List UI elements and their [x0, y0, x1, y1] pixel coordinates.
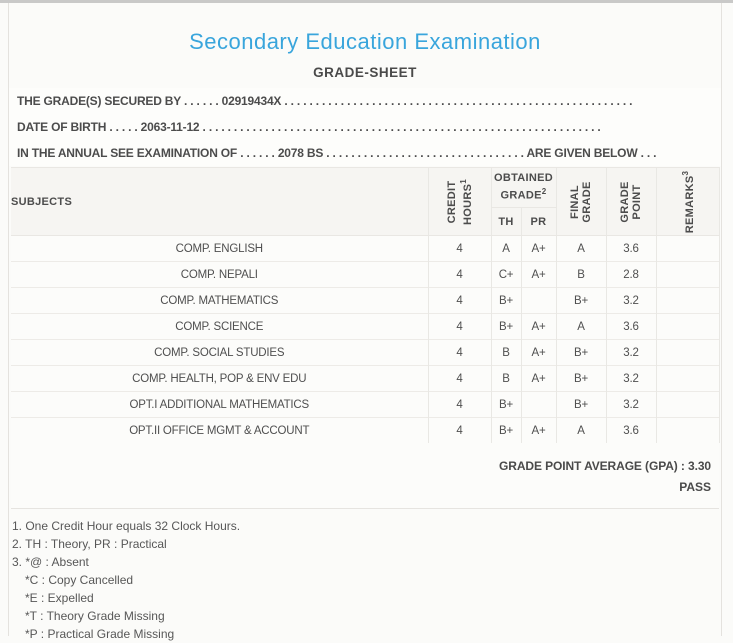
info-label: THE GRADE(S) SECURED BY — [17, 94, 181, 108]
table-row — [11, 340, 719, 366]
column-header-th: TH — [491, 208, 521, 236]
remarks-cell — [656, 392, 719, 418]
remarks-cell — [656, 288, 719, 314]
subject-cell: COMP. ENGLISH — [11, 236, 428, 262]
column-header-grade-point — [606, 168, 656, 236]
rotated-header-text: GRADE POINT — [619, 180, 643, 223]
info-suffix: ARE GIVEN BELOW . . . — [526, 146, 657, 160]
grade-sheet-card — [8, 3, 722, 641]
result-status: PASS — [679, 480, 711, 494]
th-grade-cell: B — [491, 340, 521, 366]
credit-cell: 4 — [428, 288, 491, 314]
th-grade-cell: B+ — [491, 314, 521, 340]
dotted-fill: . . . . . . . . . . . . . . . . . . . . . . . . . . . . . . . . . . . . . . . . . . . . . . . . . . . . . . . . . . . . . . . . — [202, 120, 601, 134]
credit-cell: 4 — [428, 262, 491, 288]
pr-grade-cell: A+ — [521, 340, 556, 366]
table-row — [11, 288, 719, 314]
dotted-fill: . . . . . . — [184, 94, 219, 108]
subject-cell: COMP. HEALTH, POP & ENV EDU — [11, 366, 428, 392]
grade-point-cell: 3.2 — [606, 340, 656, 366]
column-header-remarks — [656, 168, 719, 236]
info-line-grades-secured-by — [9, 88, 721, 114]
rotated-header-text: CREDIT HOURS$^1$ — [445, 178, 474, 225]
info-label: IN THE ANNUAL SEE EXAMINATION OF — [17, 146, 238, 160]
pr-grade-cell: A+ — [521, 236, 556, 262]
dotted-fill: . . . . . . — [240, 146, 275, 160]
final-grade-cell: A — [556, 418, 606, 444]
footnote-copy-cancelled: *C : Copy Cancelled — [25, 573, 134, 587]
column-header-obtained-grade: OBTAINED GRADE$^2$ — [491, 168, 556, 208]
remarks-cell — [656, 236, 719, 262]
table-row — [11, 314, 719, 340]
info-line-date-of-birth — [9, 114, 721, 140]
column-header-final-grade — [556, 168, 606, 236]
final-grade-cell: B+ — [556, 366, 606, 392]
grade-point-cell: 3.6 — [606, 418, 656, 444]
rotated-header-text: FINAL GRADE — [569, 180, 593, 223]
pr-grade-cell: A+ — [521, 314, 556, 340]
column-header-credit-hours — [428, 168, 491, 236]
grade-point-cell: 2.8 — [606, 262, 656, 288]
grade-point-cell: 3.2 — [606, 288, 656, 314]
pr-grade-cell — [521, 392, 556, 418]
final-grade-cell: B+ — [556, 340, 606, 366]
dotted-fill: . . . . . — [109, 120, 138, 134]
pr-grade-cell: A+ — [521, 366, 556, 392]
footnote-practical-grade-missing: *P : Practical Grade Missing — [25, 627, 175, 641]
examination-year-value: 2078 BS — [277, 146, 324, 160]
column-header-subjects: SUBJECTS — [11, 168, 428, 236]
subject-cell: COMP. NEPALI — [11, 262, 428, 288]
th-grade-cell: B+ — [491, 418, 521, 444]
subject-cell: COMP. SOCIAL STUDIES — [11, 340, 428, 366]
grade-sheet-subtitle: GRADE-SHEET — [313, 65, 417, 80]
remarks-cell — [656, 262, 719, 288]
final-grade-cell: A — [556, 236, 606, 262]
remarks-cell — [656, 366, 719, 392]
table-row — [11, 262, 719, 288]
column-header-pr: PR — [521, 208, 556, 236]
table-row — [11, 392, 719, 418]
final-grade-cell: B — [556, 262, 606, 288]
table-row — [11, 418, 719, 444]
footnote-credit-hour: 1. One Credit Hour equals 32 Clock Hours. — [12, 519, 241, 533]
th-grade-cell: B+ — [491, 288, 521, 314]
credit-cell: 4 — [428, 340, 491, 366]
gpa-text: GRADE POINT AVERAGE (GPA) : 3.30 — [499, 459, 711, 473]
pr-grade-cell: A+ — [521, 418, 556, 444]
pr-grade-cell — [521, 288, 556, 314]
credit-cell: 4 — [428, 392, 491, 418]
credit-cell: 4 — [428, 418, 491, 444]
candidate-info-section — [9, 88, 721, 166]
th-grade-cell: C+ — [491, 262, 521, 288]
th-grade-cell: A — [491, 236, 521, 262]
pr-grade-cell: A+ — [521, 262, 556, 288]
subject-cell: OPT.II OFFICE MGMT & ACCOUNT — [11, 418, 428, 444]
grade-point-cell: 3.2 — [606, 366, 656, 392]
credit-cell: 4 — [428, 236, 491, 262]
date-of-birth-value: 2063-11-12 — [140, 120, 200, 134]
grade-point-cell: 3.6 — [606, 236, 656, 262]
subject-cell: COMP. SCIENCE — [11, 314, 428, 340]
summary-section — [11, 443, 719, 509]
footnote-expelled: *E : Expelled — [25, 591, 94, 605]
credit-cell: 4 — [428, 314, 491, 340]
footnotes-section — [9, 509, 721, 643]
grades-table — [11, 167, 720, 443]
grade-point-cell: 3.2 — [606, 392, 656, 418]
rotated-header-text: REMARKS$^3$ — [680, 170, 696, 233]
footnote-theory-grade-missing: *T : Theory Grade Missing — [25, 609, 165, 623]
subject-cell: COMP. MATHEMATICS — [11, 288, 428, 314]
final-grade-cell: B+ — [556, 288, 606, 314]
footnote-th-pr: 2. TH : Theory, PR : Practical — [12, 537, 167, 551]
footnote-absent: 3. *@ : Absent — [12, 555, 89, 569]
remarks-cell — [656, 314, 719, 340]
subject-cell: OPT.I ADDITIONAL MATHEMATICS — [11, 392, 428, 418]
credit-cell: 4 — [428, 366, 491, 392]
dotted-fill: . . . . . . . . . . . . . . . . . . . . . . . . . . . . . . . . . . . . . . . . . . . . . . . . . . . . . . . . — [284, 94, 633, 108]
page-title: Secondary Education Examination — [189, 29, 541, 54]
th-grade-cell: B+ — [491, 392, 521, 418]
final-grade-cell: B+ — [556, 392, 606, 418]
table-row — [11, 366, 719, 392]
dotted-fill: . . . . . . . . . . . . . . . . . . . . . . . . . . . . . . . . — [326, 146, 524, 160]
final-grade-cell: A — [556, 314, 606, 340]
th-grade-cell: B — [491, 366, 521, 392]
grade-point-cell: 3.6 — [606, 314, 656, 340]
info-label: DATE OF BIRTH — [17, 120, 107, 134]
candidate-symbol-number: 02919434X — [221, 94, 282, 108]
info-line-examination-year — [9, 140, 721, 166]
remarks-cell — [656, 418, 719, 444]
table-row — [11, 236, 719, 262]
remarks-cell — [656, 340, 719, 366]
